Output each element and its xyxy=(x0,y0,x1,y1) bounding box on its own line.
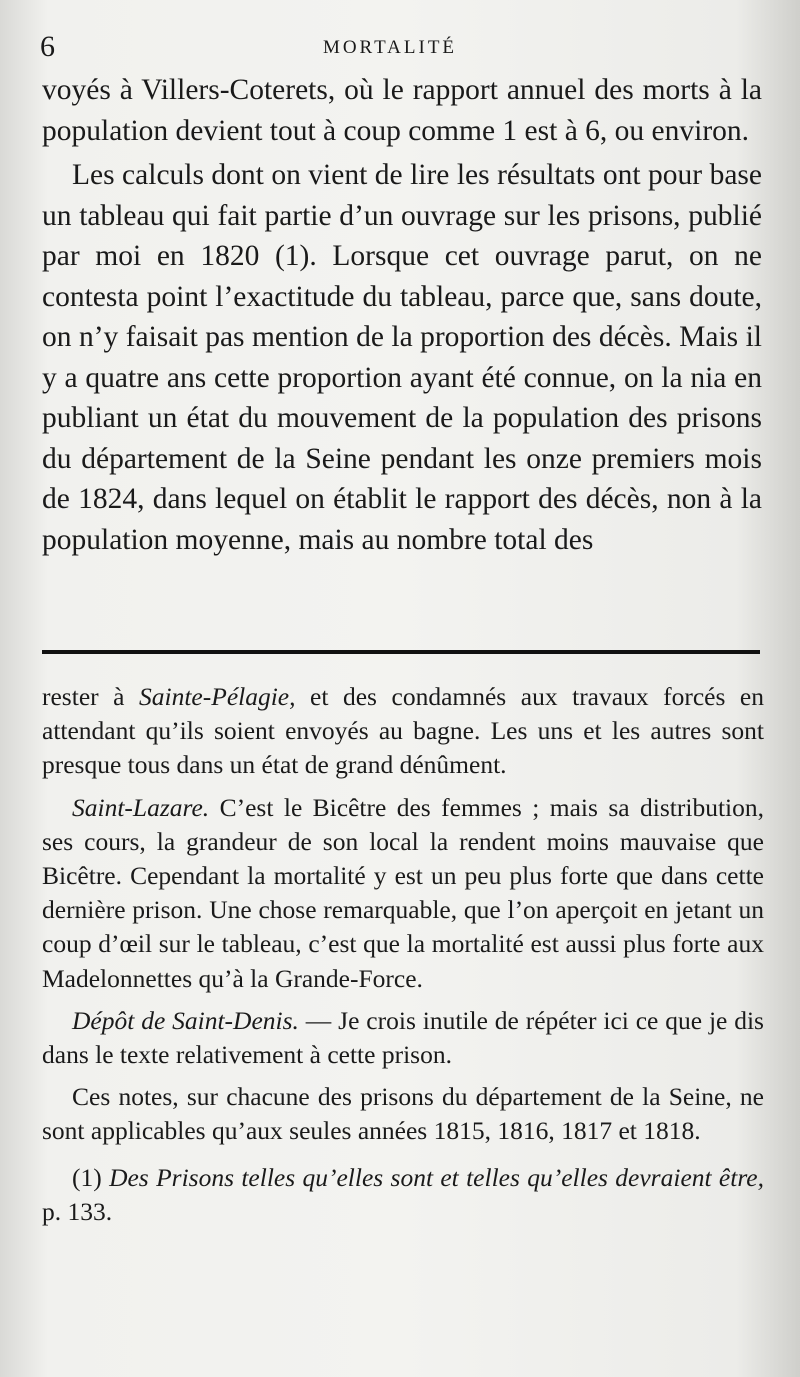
note-place-name: Saint-Lazare. xyxy=(72,792,210,822)
running-head xyxy=(40,30,760,64)
paragraph-calculs: Les calculs dont on vient de lire les résultats ont pour base un tableau qui fait partie d’un ouvrage sur les prisons, publié par moi en 1820 (1). Lorsque cet ouvrage parut, on ne contesta point l’exactitude du tableau, parce que, sans doute, on n’y faisait pas mention de la proportion des décès. Mais il y a quatre ans cette proportion ayant été connue, on la nia en publiant un état du mouvement de la population des prisons du département de la Seine pendant les onze premiers mois de 1824, dans lequel on établit le rapport des décès, non à la population moyenne, mais au nombre total des xyxy=(42,159,762,556)
footnote-page-ref: p. 133. xyxy=(42,1196,113,1226)
note-applicability: Ces notes, sur chacune des prisons du département de la Seine, ne sont applicables qu’aux seules années 1815, 1816, 1817 et 1818. xyxy=(42,1082,764,1146)
footnote xyxy=(42,1161,764,1229)
notes-divider-rule xyxy=(42,650,760,654)
note-text: C’est le Bicêtre des femmes ; mais sa distribution, ses cours, la grandeur de son local la rendent moins mauvaise que Bicêtre. Cependant la mortalité y est un peu plus forte que dans cette dernière prison. Une chose remarquable, que l’on aperçoit en jetant un coup d’œil sur le tableau, c’est que la mortalité est aussi plus forte aux Madelonnettes qu’à la Grande-Force. xyxy=(42,792,764,993)
notes-section xyxy=(42,680,764,1229)
note-sainte-pelagie-continuation xyxy=(42,680,764,783)
footnote-book-title: Des Prisons telles qu’elles sont et telles qu’elles devraient être, xyxy=(109,1162,764,1192)
main-text xyxy=(42,70,762,560)
paragraph-continuation: voyés à Villers-Coterets, où le rapport annuel des morts à la population devient tout à coup comme 1 est à 6, ou environ. xyxy=(42,74,762,147)
note-saint-lazare xyxy=(42,791,764,996)
page-number: 6 xyxy=(40,30,55,63)
note-place-name: Dépôt de Saint-Denis. xyxy=(72,1005,299,1035)
note-depot-saint-denis xyxy=(42,1004,764,1072)
note-text: et des condamnés aux travaux forcés en attendant qu’ils soient envoyés au bagne. Les uns et les autres sont presque tous dans un état de grand dénûment. xyxy=(42,682,764,780)
note-text: rester à xyxy=(42,682,140,711)
note-place-name: Sainte-Pélagie, xyxy=(139,682,296,711)
running-title: MORTALITÉ xyxy=(322,37,458,58)
footnote-marker: (1) xyxy=(72,1162,110,1192)
note-text: — Je crois inutile de répéter ici ce que je dis dans le texte relativement à cette prison. xyxy=(42,1005,764,1070)
